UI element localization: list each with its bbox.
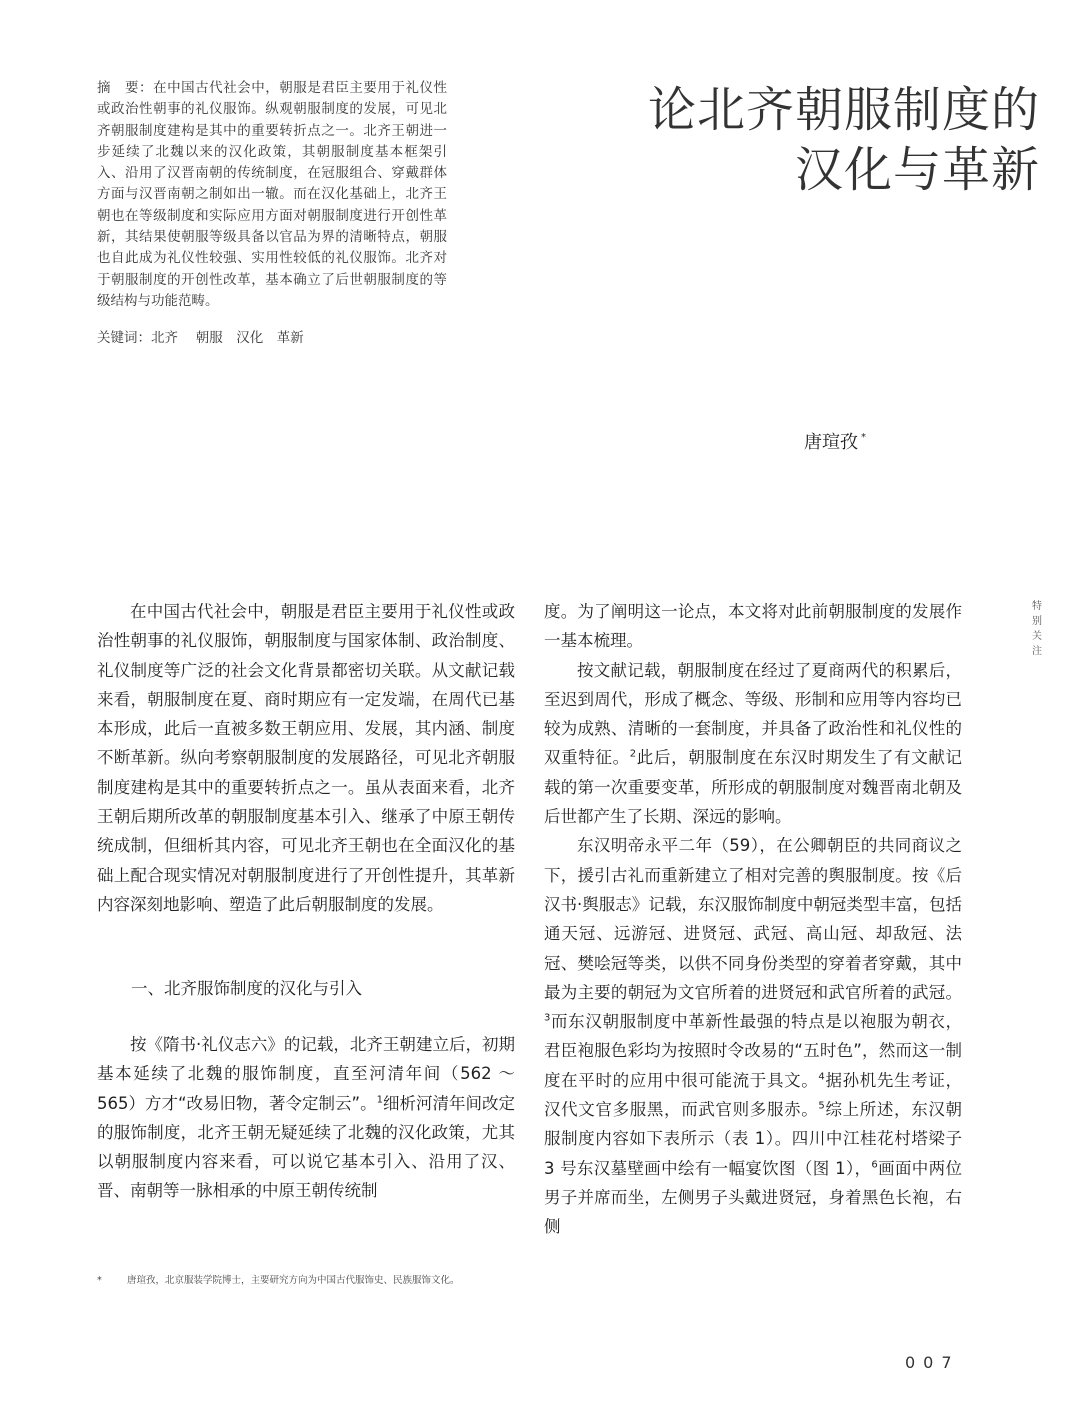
keywords-label: 关键词： <box>97 330 151 346</box>
paragraph-text: 综上所述，东汉朝服制度内容如下表所示（表 1）。四川中江桂花村塔梁子 3 号东汉墓壁画中绘有一幅宴饮图（图 1）， <box>544 1100 963 1178</box>
paragraph-text: 细析河清年间改定的服饰制度，北齐王朝无疑延续了北魏的汉化政策，尤其以朝服制度内容来看，可以说它基本引入、沿用了汉、晋、南朝等一脉相承的中原王朝传统制 <box>97 1093 516 1201</box>
footnote-mark: * <box>97 1275 102 1286</box>
paragraph: 度。为了阐明这一论点，本文将对此前朝服制度的发展作一基本梳理。 <box>544 602 962 651</box>
paragraph-text: 此后，朝服制度在东汉时期发生了有文献记载的第一次重要变革，所形成的朝服制度对魏晋南北朝及后世都产生了长期、深远的影响。 <box>544 748 963 827</box>
footnote-ref: 6 <box>871 1159 878 1171</box>
paragraph <box>544 831 962 1241</box>
article-title <box>648 80 1040 200</box>
paragraph-text: 画面中两位男子并席而坐，左侧男子头戴进贤冠，身着黑色长袍，右侧 <box>544 1158 962 1237</box>
left-column-body <box>97 1030 515 1206</box>
footnote-ref: 3 <box>544 1012 551 1024</box>
author <box>804 428 866 454</box>
paragraph-text: 而东汉朝服制度中革新性最强的特点是以袍服为朝衣，君臣袍服色彩均为按照时令改易的“五时色”，然而这一制度在平时的应用中很可能流于具文。 <box>544 1012 962 1090</box>
footnote-text: 唐瑄孜，北京服装学院博士，主要研究方向为中国古代服饰史、民族服饰文化。 <box>127 1275 460 1286</box>
page-number: 007 <box>905 1353 960 1372</box>
footnote-ref: 2 <box>629 748 637 760</box>
keywords-items: 北齐 朝服 汉化 革新 <box>151 330 304 346</box>
abstract-text: 在中国古代社会中，朝服是君臣主要用于礼仪性或政治性朝事的礼仪服饰。纵观朝服制度的发展，可见北齐朝服制度建构是其中的重要转折点之一。北齐王朝进一步延续了北魏以来的汉化政策，其朝服制度基本框架引入、沿用了汉晋南朝的传统制度，在冠服组合、穿戴群体方面与汉晋南朝之制如出一辙。而在汉化基础上，北齐王朝也在等级制度和实际应用方面对朝服制度进行开创性革新，其结果使朝服等级具备以官品为界的清晰特点，朝服也自此成为礼仪性较强、实用性较低的礼仪服饰。北齐对于朝服制度的开创性改革，基本确立了后世朝服制度的等级结构与功能范畴。 <box>97 80 448 309</box>
title-line-1: 论北齐朝服制度的 <box>647 82 1040 138</box>
title-line-2: 汉化与革新 <box>794 142 1040 198</box>
paragraph-text: 东汉明帝永平二年（59），在公卿朝臣的共同商议之下，援引古礼而重新建立了相对完善的舆服制度。按《后汉书·舆服志》记载，东汉服饰制度中朝冠类型丰富，包括通天冠、远游冠、进贤冠、武冠、高山冠、却敌冠、法冠、樊哙冠等类，以供不同身份类型的穿着者穿戴，其中最为主要的朝冠为文官所着的进贤冠和武官所着的武冠。 <box>544 836 962 1002</box>
paragraph: 在中国古代社会中，朝服是君臣主要用于礼仪性或政治性朝事的礼仪服饰，朝服制度与国家体制、政治制度、礼仪制度等广泛的社会文化背景都密切关联。从文献记载来看，朝服制度在夏、商时期应有一定发端，在周代已基本形成，此后一直被多数王朝应用、发展，其内涵、制度不断革新。纵向考察朝服制度的发展路径，可见北齐朝服制度建构是其中的重要转折点之一。虽从表面来看，北齐王朝后期所改革的朝服制度基本引入、继承了中原王朝传统成制，但细析其内容，可见北齐王朝也在全面汉化的基础上配合现实情况对朝服制度进行了开创性提升，其革新内容深刻地影响、塑造了此后朝服制度的发展。 <box>97 602 515 914</box>
footnote-ref: 1 <box>376 1094 383 1106</box>
paragraph-text: 据孙机先生考证，汉代文官多服黑，而武官则多服赤。 <box>544 1070 963 1120</box>
keywords <box>97 326 447 346</box>
author-name: 唐瑄孜 <box>804 432 858 453</box>
left-column-intro <box>97 597 515 919</box>
paragraph-text: 按文献记载，朝服制度在经过了夏商两代的积累后，至迟到周代，形成了概念、等级、形制和应用等内容均已较为成熟、清晰的一套制度，并具备了政治性和礼仪性的双重特征。 <box>544 660 962 768</box>
section-side-tag: 特别关注 <box>1032 601 1042 657</box>
abstract-label: 摘 要： <box>97 80 154 96</box>
footnote-ref: 4 <box>818 1071 825 1083</box>
right-column <box>544 597 962 1242</box>
footnote-ref: 5 <box>818 1100 825 1112</box>
author-footnote-mark: * <box>861 432 866 443</box>
footnote <box>97 1272 797 1286</box>
section-heading: 一、北齐服饰制度的汉化与引入 <box>131 979 362 998</box>
paragraph-text: 按《隋书·礼仪志六》的记载，北齐王朝建立后，初期基本延续了北魏的服饰制度，直至河清年间（562 ～ 565）方才“改易旧物，著令定制云”。 <box>97 1035 515 1113</box>
paragraph <box>544 656 962 832</box>
abstract <box>97 78 447 312</box>
paragraph <box>97 1030 515 1206</box>
